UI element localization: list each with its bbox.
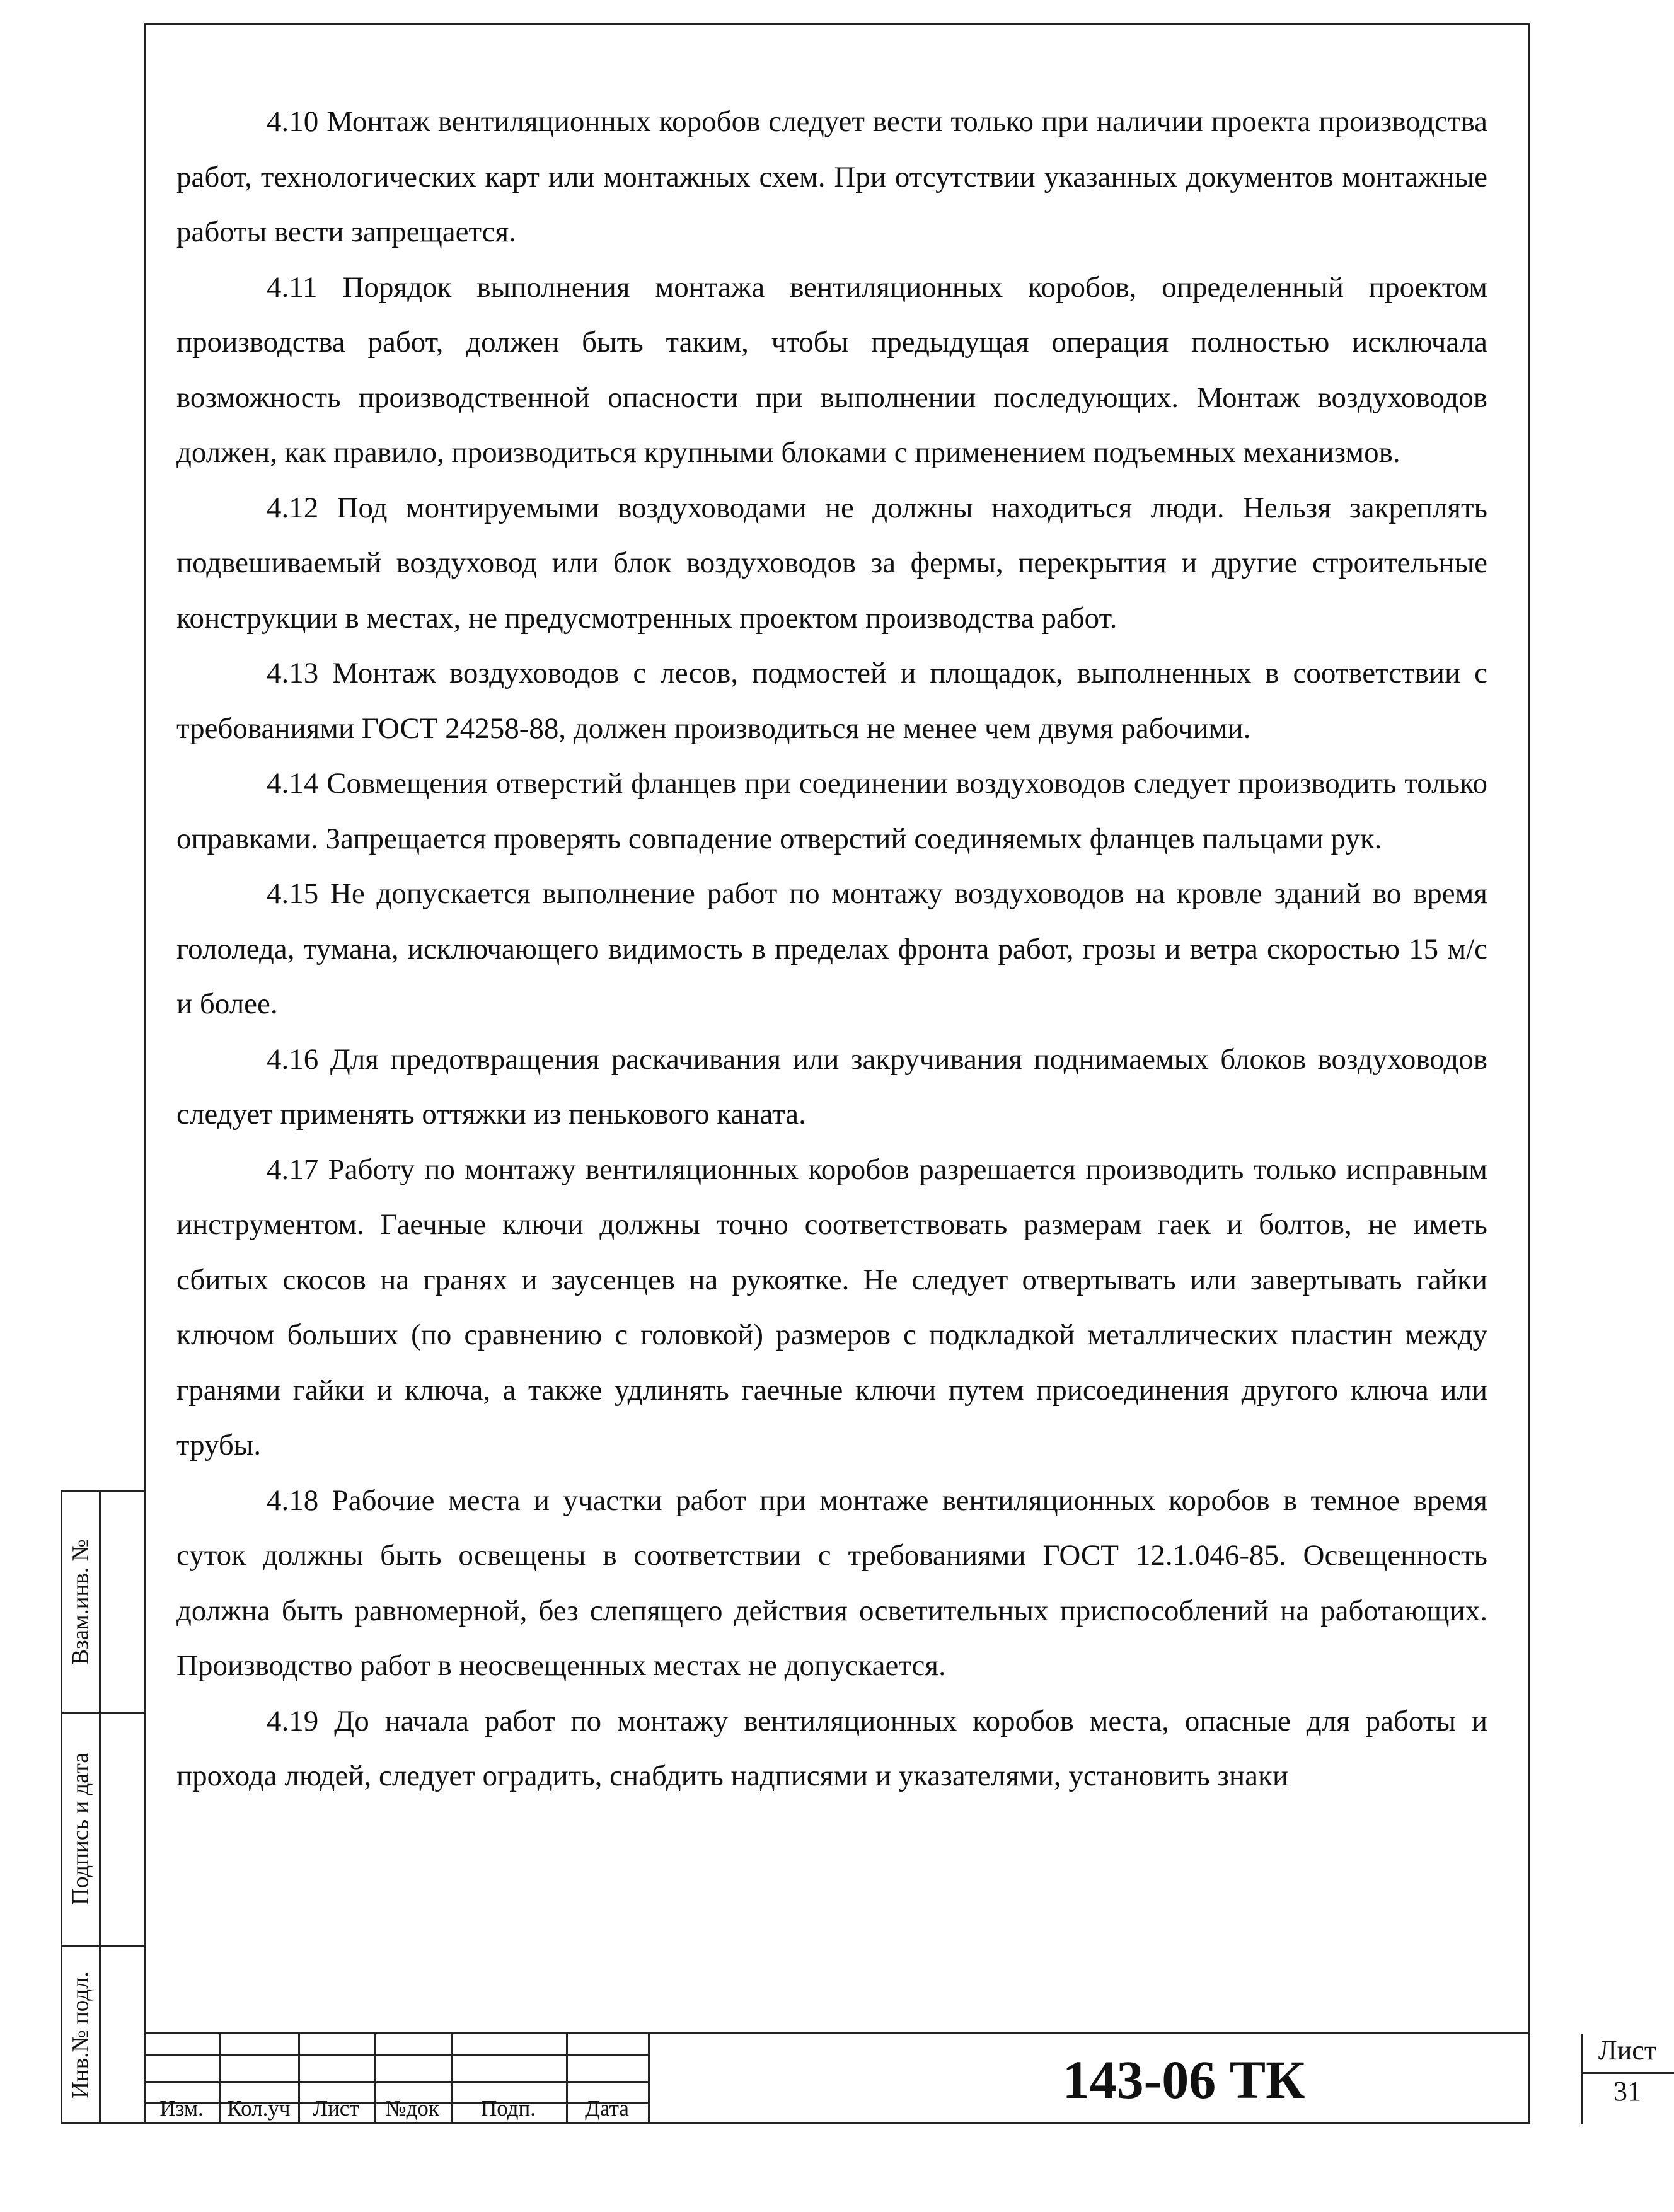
side-stamp-replace-inv: Взам.инв. № (67, 1539, 94, 1665)
side-stamp-divider (99, 1712, 145, 1714)
paragraph-4-17: 4.17 Работу по монтажу вентиляционных коробов разрешается производить только исправным инструментом. Гаечные ключи должны точно соответствовать размерам гаек и болтов, не иметь сбитых скосов на гранях и заусенцев на рукоятке. Не следует отвертывать или завертывать гайки ключом больших (по сравнению с головкой) размеров с подкладкой металлических пластин между гранями гайки и ключа, а также удлинять гаечные ключи путем присоединения другого ключа или трубы. (176, 1153, 1487, 1461)
title-block (144, 2032, 1657, 2124)
document-code: 143-06 ТК (1062, 2049, 1305, 2110)
paragraph-4-12: 4.12 Под монтируемыми воздуховодами не должны находиться люди. Нельзя закреплять подвешиваемый воздуховод или блок воздуховодов за фермы, перекрытия и другие строительные конструкции в местах, не предусмотренных проектом производства работ. (176, 491, 1487, 635)
side-stamp-cell-signature (62, 1712, 99, 1947)
title-block-col-line (648, 2034, 650, 2124)
side-stamp (61, 1490, 145, 2124)
paragraph-4-15: 4.15 Не допускается выполнение работ по монтажу воздуховодов на кровле зданий во время гололеда, тумана, исключающего видимость в пределах фронта работ, грозы и ветра скоростью 15 м/с и более. (176, 877, 1487, 1020)
col-label-doc-number: №док (385, 2096, 439, 2121)
title-block-sheet-line (1581, 2072, 1674, 2074)
paragraph-4-19: 4.19 До начала работ по монтажу вентиляционных коробов места, опасные для работы и прохода людей, следует оградить, снабдить надписями и указателями, установить знаки (176, 1704, 1487, 1792)
side-stamp-labels (62, 1492, 101, 2122)
sheet-label: Лист (1598, 2035, 1657, 2066)
document-body (176, 95, 1487, 1804)
col-label-date: Дата (585, 2096, 629, 2121)
col-label-sheet: Лист (313, 2096, 359, 2121)
sheet-number: 31 (1613, 2076, 1641, 2107)
side-stamp-divider (99, 1945, 145, 1947)
col-label-change: Изм. (159, 2096, 204, 2121)
paragraph-4-14: 4.14 Совмещения отверстий фланцев при соединении воздуховодов следует производить только оправками. Запрещается проверять совпадение отверстий соединяемых фланцев пальцами рук. (176, 767, 1487, 855)
paragraph-4-18: 4.18 Рабочие места и участки работ при монтаже вентиляционных коробов в темное время суток должны быть освещены в соответствии с требованиями ГОСТ 12.1.046-85. Освещенность должна быть равномерной, без слепящего действия осветительных приспособлений на работающих. Производство работ в неосвещенных местах не допускается. (176, 1483, 1487, 1682)
col-label-quantity: Кол.уч (227, 2096, 291, 2121)
col-label-signature: Подп. (480, 2096, 536, 2121)
side-stamp-signature-date: Подпись и дата (67, 1753, 94, 1905)
side-stamp-cell-replace (62, 1492, 99, 1714)
paragraph-4-11: 4.11 Порядок выполнения монтажа вентиляционных коробов, определенный проектом производства работ, должен быть таким, чтобы предыдущая операция полностью исключала возможность производственной опасности при выполнении последующих. Монтаж воздуховодов должен, как правило, производиться крупными блоками с применением подъемных механизмов. (176, 270, 1487, 469)
paragraph-4-10: 4.10 Монтаж вентиляционных коробов следует вести только при наличии проекта производства работ, технологических карт или монтажных схем. При отсутствии указанных документов монтажные работы вести запрещается. (176, 105, 1487, 248)
paragraph-4-13: 4.13 Монтаж воздуховодов с лесов, подмостей и площадок, выполненных в соответствии с требованиями ГОСТ 24258-88, должен производиться не менее чем двумя рабочими. (176, 657, 1487, 745)
paragraph-4-16: 4.16 Для предотвращения раскачивания или закручивания поднимаемых блоков воздуховодов следует применять оттяжки из пенькового каната. (176, 1042, 1487, 1131)
side-stamp-cell-inv (62, 1945, 99, 2124)
side-stamp-inv-original: Инв.№ подл. (67, 1971, 94, 2099)
